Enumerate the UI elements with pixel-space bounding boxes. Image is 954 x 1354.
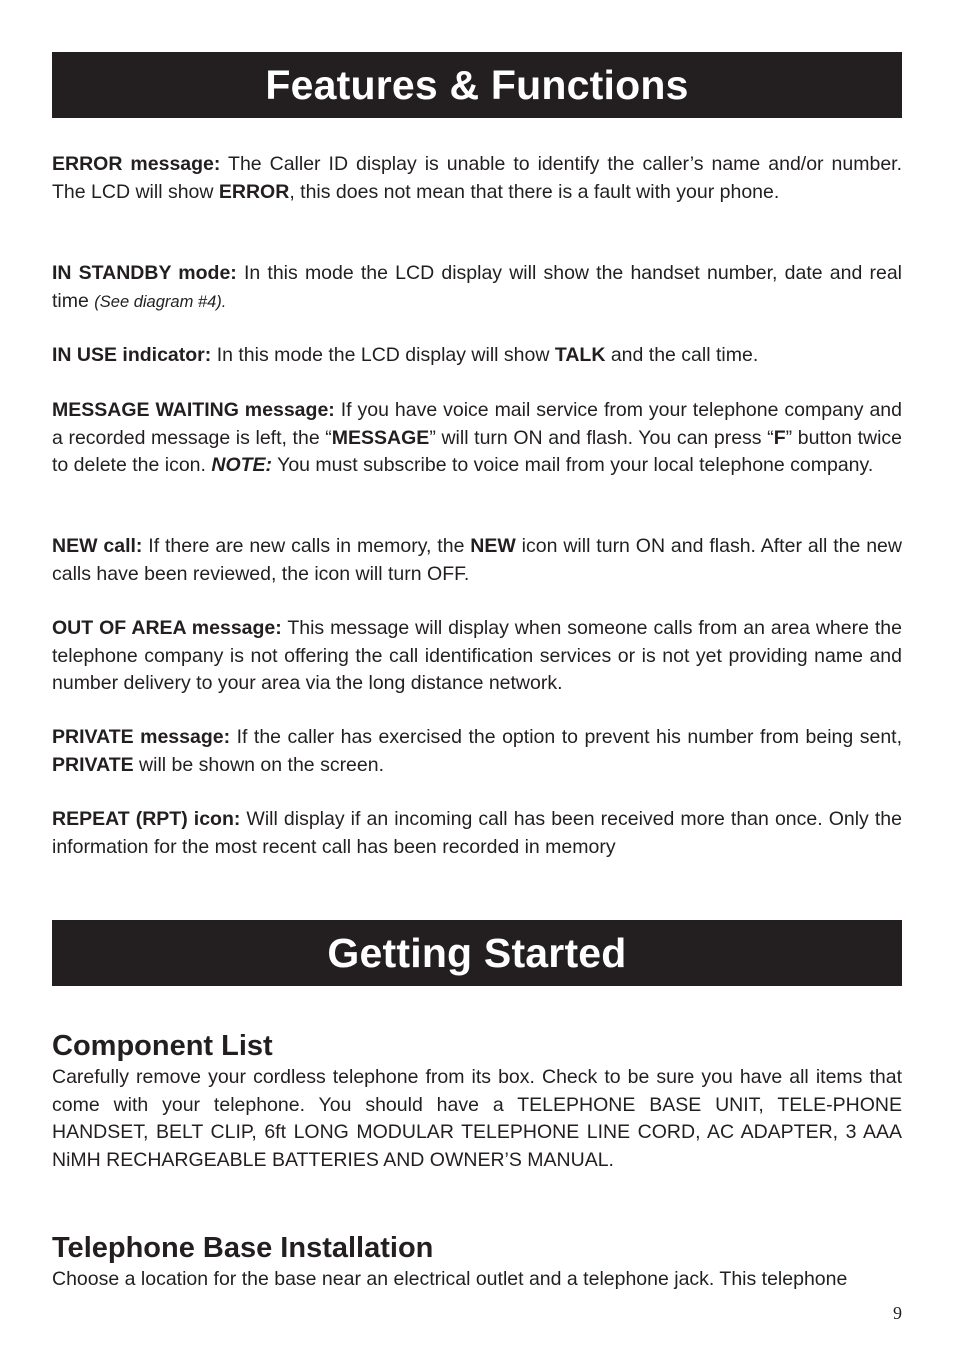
body-text: If the caller has exercised the option to prevent his number from being sent,: [230, 726, 903, 748]
note-label: NOTE:: [211, 454, 273, 476]
standby-mode-paragraph: [52, 260, 902, 316]
body-text: and the call time.: [605, 344, 759, 366]
component-list-heading: Component List: [52, 1030, 273, 1062]
new-call-paragraph: [52, 533, 902, 588]
page-number: 9: [893, 1303, 902, 1323]
term-label: MESSAGE WAITING message:: [52, 399, 335, 421]
emphasis: MESSAGE: [331, 426, 430, 449]
emphasis: PRIVATE: [52, 753, 134, 776]
term-label: IN STANDBY mode:: [52, 262, 237, 284]
private-message-paragraph: [52, 724, 902, 779]
term-label: IN USE indicator:: [52, 344, 212, 366]
body-text: If there are new calls in memory, the: [142, 535, 471, 557]
body-text: ” button twice to delete the icon.: [52, 426, 902, 476]
diagram-reference: (See diagram #4).: [94, 292, 227, 311]
body-text: will be shown on the screen.: [133, 753, 385, 776]
error-message-paragraph: [52, 151, 902, 206]
emphasis: F: [773, 426, 786, 449]
repeat-icon-paragraph: [52, 806, 902, 861]
body-text: The Caller ID display is unable to identify the caller’s name and/or number. The LCD will show: [52, 153, 903, 203]
message-waiting-paragraph: [52, 397, 902, 480]
emphasis: TALK: [554, 344, 606, 366]
section-title: Features & Functions: [265, 61, 689, 108]
base-installation-heading: Telephone Base Installation: [52, 1232, 434, 1264]
body-text: In this mode the LCD display will show the handset number, date and real time: [52, 262, 902, 312]
emphasis: ERROR: [218, 180, 290, 203]
body-text: You must subscribe to voice mail from your local telephone company.: [272, 454, 874, 476]
term-label: ERROR message:: [52, 153, 221, 175]
section-banner-features: [52, 52, 902, 118]
section-banner-getting-started: [52, 920, 902, 986]
emphasis: NEW: [470, 535, 516, 557]
term-label: REPEAT (RPT) icon:: [52, 808, 241, 830]
in-use-paragraph: [52, 342, 902, 370]
body-text: This message will display when someone calls from an area where the telephone company is not offering the call identification services or is not yet providing name and number delivery to your area via the long distance network.: [52, 617, 902, 694]
term-label: OUT OF AREA message:: [52, 617, 282, 639]
body-text: Will display if an incoming call has been received more than once. Only the information for the most recent call has been recorded in memory: [52, 808, 902, 858]
body-text: , this does not mean that there is a fault with your phone.: [289, 180, 780, 203]
body-text: ” will turn ON and flash. You can press “: [429, 426, 774, 449]
term-label: PRIVATE message:: [52, 726, 231, 748]
body-text: In this mode the LCD display will show: [211, 344, 555, 366]
body-text: If you have voice mail service from your telephone company and a recorded message is left, the “: [52, 399, 902, 449]
term-label: NEW call:: [52, 535, 143, 557]
base-installation-text: Choose a location for the base near an electrical outlet and a telephone jack. This telephone: [52, 1268, 848, 1290]
section-title: Getting Started: [327, 929, 627, 976]
body-text: icon will turn ON and flash. After all the new calls have been reviewed, the icon will turn OFF.: [52, 535, 902, 585]
out-of-area-paragraph: [52, 615, 902, 698]
component-list-text: Carefully remove your cordless telephone from its box. Check to be sure you have all items that come with your telephone. You should have a TELEPHONE BASE UNIT, TELE-PHONE HANDSET, BELT CLIP, 6ft LONG MODULAR TELEPHONE LINE CORD, AC ADAPTER, 3 AAA NiMH RECHARGEABLE BATTERIES AND OWNER’S MANUAL.: [52, 1066, 902, 1171]
